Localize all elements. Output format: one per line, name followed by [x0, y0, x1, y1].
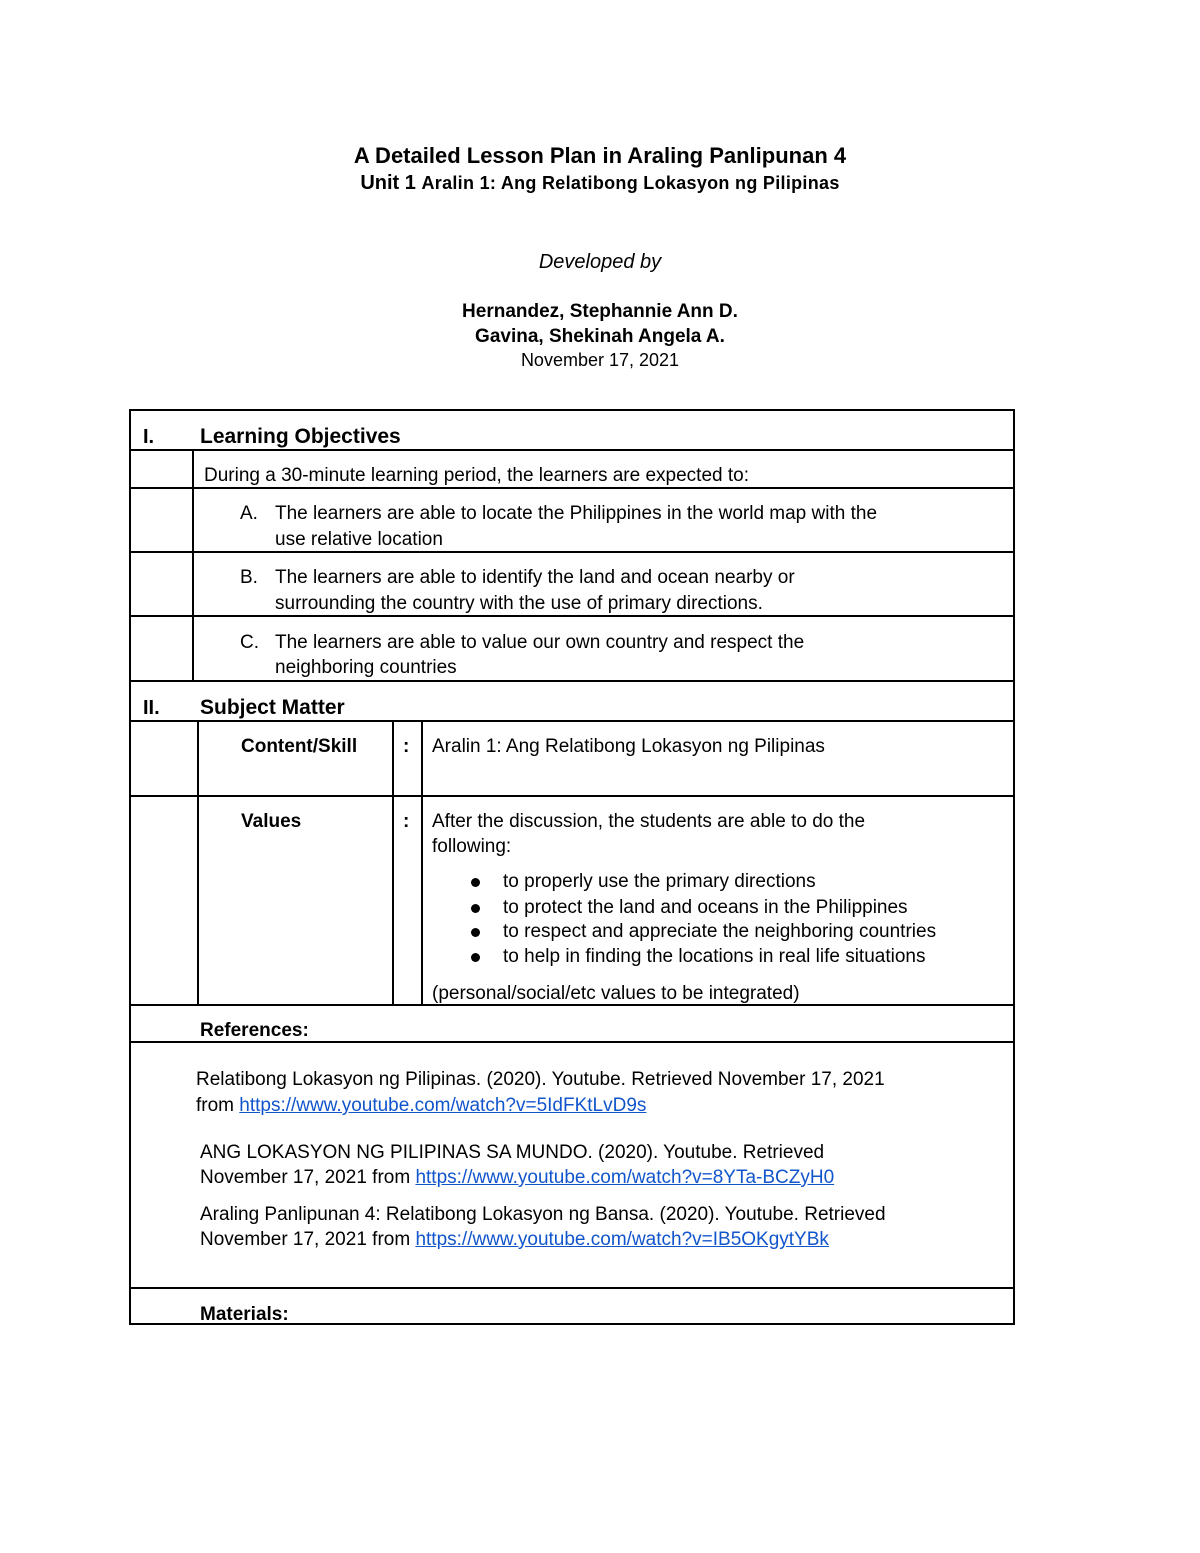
colon-separator: :: [403, 811, 410, 832]
materials-title: Materials:: [200, 1304, 289, 1325]
values-note: (personal/social/etc values to be integrated): [432, 983, 800, 1004]
document-date: November 17, 2021: [520, 350, 680, 370]
column-divider: [392, 720, 394, 1005]
reference-1-link[interactable]: https://www.youtube.com/watch?v=5IdFKtLvD9s: [239, 1095, 647, 1116]
values-label: Values: [241, 811, 302, 832]
divider: [129, 720, 1015, 722]
section-numeral: I.: [143, 426, 155, 448]
divider: [129, 449, 1015, 451]
content-skill-value: Aralin 1: Ang Relatibong Lokasyon ng Pilipinas: [432, 736, 825, 757]
reference-prefix: November 17, 2021 from: [200, 1229, 416, 1250]
reference-prefix: November 17, 2021 from: [200, 1167, 416, 1188]
developed-by-label: Developed by: [538, 251, 662, 273]
colon-separator: :: [403, 736, 410, 757]
content-skill-label: Content/Skill: [241, 736, 358, 757]
section-numeral: II.: [143, 697, 160, 719]
references-title: References:: [200, 1020, 309, 1041]
values-bullet: to respect and appreciate the neighboring countries: [503, 921, 937, 942]
aralin-title: Aralin 1: Ang Relatibong Lokasyon ng Pilipinas: [421, 173, 840, 193]
objective-a-line2: use relative location: [275, 529, 443, 550]
objective-letter: C.: [240, 632, 259, 653]
objectives-intro: During a 30-minute learning period, the learners are expected to:: [204, 465, 749, 486]
section-title-subject-matter: Subject Matter: [200, 696, 345, 719]
reference-2-line1: ANG LOKASYON NG PILIPINAS SA MUNDO. (2020). Youtube. Retrieved: [200, 1142, 825, 1163]
values-intro-line2: following:: [432, 836, 512, 857]
column-divider: [197, 720, 199, 1005]
author-2: Gavina, Shekinah Angela A.: [475, 326, 725, 347]
reference-3-line1: Araling Panlipunan 4: Relatibong Lokasyon ng Bansa. (2020). Youtube. Retrieved: [200, 1204, 886, 1225]
objective-a-line1: The learners are able to locate the Philippines in the world map with the: [275, 503, 878, 524]
reference-3-line2: [200, 1229, 829, 1251]
objective-b-line2: surrounding the country with the use of primary directions.: [275, 593, 763, 614]
values-bullet: to protect the land and oceans in the Philippines: [503, 897, 908, 918]
unit-label: Unit 1: [360, 172, 416, 194]
bullet-icon: [471, 928, 480, 937]
values-bullet: to properly use the primary directions: [503, 871, 816, 892]
column-divider: [421, 720, 423, 1005]
objective-letter: A.: [240, 503, 258, 524]
objective-letter: B.: [240, 567, 258, 588]
objective-c-line1: The learners are able to value our own country and respect the: [275, 632, 805, 653]
document-title: A Detailed Lesson Plan in Araling Panlipunan 4: [353, 143, 847, 168]
values-intro-line1: After the discussion, the students are able to do the: [432, 811, 866, 832]
objective-c-line2: neighboring countries: [275, 657, 457, 678]
values-bullet: to help in finding the locations in real life situations: [503, 946, 926, 967]
divider: [129, 1287, 1015, 1289]
column-divider: [192, 449, 194, 681]
bullet-icon: [471, 878, 480, 887]
bullet-icon: [471, 904, 480, 913]
reference-2-link[interactable]: https://www.youtube.com/watch?v=8YTa-BCZyH0: [415, 1167, 835, 1188]
author-1: Hernandez, Stephannie Ann D.: [462, 301, 738, 322]
reference-3-link[interactable]: https://www.youtube.com/watch?v=IB5OKgytYBk: [415, 1229, 829, 1250]
document-subtitle: [0, 172, 1200, 195]
divider: [129, 487, 1015, 489]
reference-2-line2: [200, 1167, 834, 1189]
section-title-objectives: Learning Objectives: [200, 425, 401, 448]
bullet-icon: [471, 953, 480, 962]
fill-line: [195, 551, 275, 552]
divider: [129, 795, 1015, 797]
divider: [129, 615, 1015, 617]
reference-1-line2: [196, 1095, 646, 1117]
divider: [129, 680, 1015, 682]
reference-prefix: from: [196, 1095, 240, 1116]
objective-b-line1: The learners are able to identify the land and ocean nearby or: [275, 567, 795, 588]
reference-1-line1: Relatibong Lokasyon ng Pilipinas. (2020). Youtube. Retrieved November 17, 2021: [196, 1069, 885, 1090]
